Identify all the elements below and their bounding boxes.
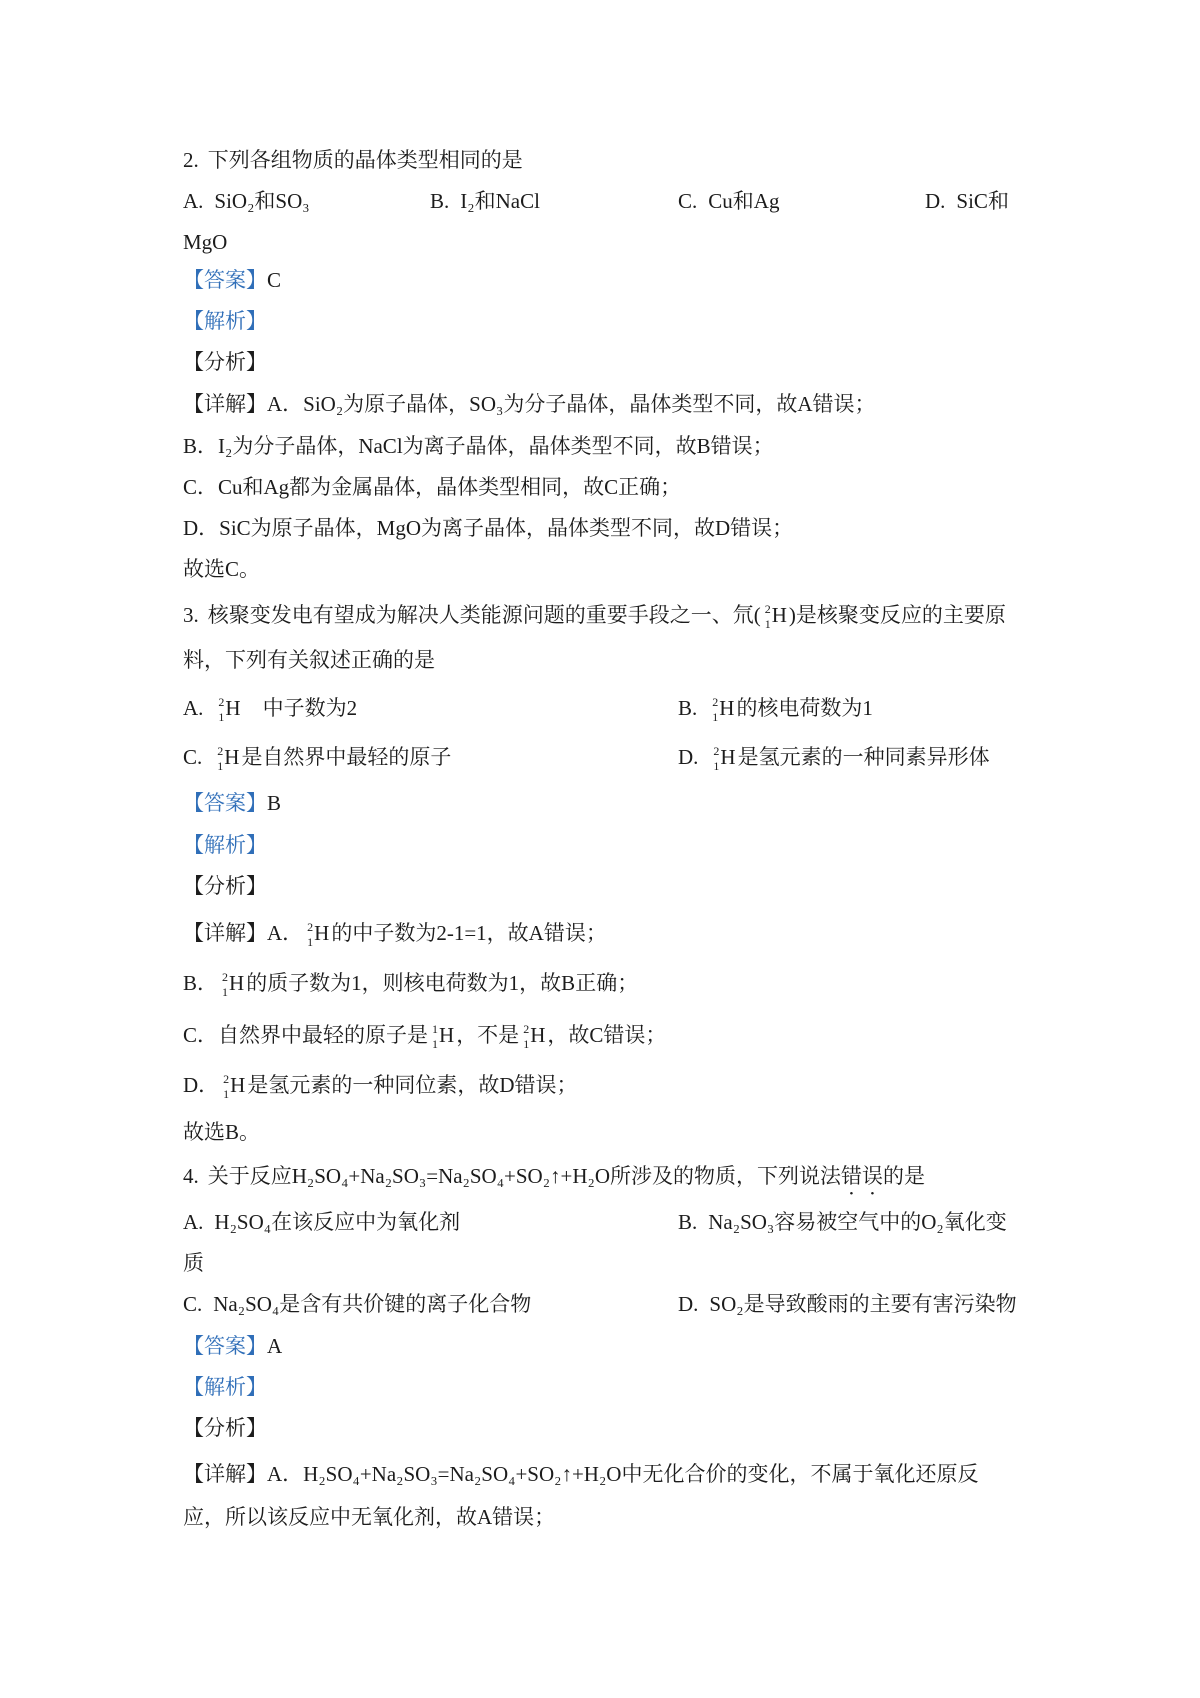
option-text: MgO <box>183 230 228 254</box>
detail-text: 应，所以该反应中无氧化剂，故A错误； <box>183 1505 556 1529</box>
q4-option-a <box>183 1207 460 1237</box>
detail-text: C．自然界中最轻的原子是 <box>183 1023 429 1047</box>
q3-detail-line <box>183 1070 578 1100</box>
q4-analysis-heading <box>183 1372 267 1402</box>
option-label: C. <box>183 1292 203 1316</box>
detail-text: A．SiO₂为原子晶体，SO₃为分子晶体，晶体类型不同，故A错误； <box>267 392 876 416</box>
mass-number: 2 <box>222 970 229 984</box>
mass-number: 2 <box>764 602 771 616</box>
detail-label: 【详解】 <box>183 921 267 945</box>
option-text: 的核电荷数为1 <box>736 696 873 720</box>
mass-number: 2 <box>712 695 719 709</box>
option-label: A. <box>183 189 204 213</box>
q3-conclusion <box>183 1117 260 1147</box>
fenxi-label: 【分析】 <box>183 874 267 898</box>
detail-text: A．H₂SO₄+Na₂SO₃=Na₂SO₄+SO₂↑+H₂O中无化合价的变化，不属于氧化还原反 <box>267 1462 979 1486</box>
mass-number: 2 <box>223 1072 230 1086</box>
option-label: D. <box>925 189 946 213</box>
atomic-number: 1 <box>218 710 225 724</box>
option-label: B. <box>678 1210 698 1234</box>
q3-fenxi-heading <box>183 871 267 901</box>
q2-detail-line <box>183 472 681 502</box>
atomic-number: 1 <box>307 935 314 949</box>
stem-text: 关于反应H₂SO₄+Na₂SO₃=Na₂SO₄+SO₂↑+H₂O所涉及的物质，下列说法 <box>207 1164 842 1188</box>
question-number: 3. <box>183 603 199 627</box>
option-label: B. <box>430 189 450 213</box>
q4-detail-line <box>183 1459 978 1489</box>
nuclide-deuterium <box>220 968 244 998</box>
q4-option-b-continued <box>183 1248 204 1278</box>
nuclide-deuterium <box>763 600 787 630</box>
emphasized-text: 错误 <box>841 1164 884 1188</box>
nuclide-deuterium <box>521 1020 545 1050</box>
element-symbol: H <box>314 921 330 945</box>
option-text: 质 <box>183 1251 204 1275</box>
answer-label: 【答案】 <box>183 1334 267 1358</box>
stem-text: 下列各组物质的晶体类型相同的是 <box>207 148 523 172</box>
q4-option-c <box>183 1289 531 1319</box>
option-label: D. <box>678 1292 699 1316</box>
fenxi-label: 【分析】 <box>183 1416 267 1440</box>
atomic-number: 1 <box>223 1087 230 1101</box>
q2-option-d <box>925 186 1009 216</box>
q4-option-d <box>678 1289 1017 1319</box>
q3-option-d <box>678 742 990 772</box>
q3-option-b <box>678 693 873 723</box>
atomic-number: 1 <box>764 617 771 631</box>
q2-stem <box>183 145 523 175</box>
detail-label: 【详解】 <box>183 1462 267 1486</box>
q2-conclusion <box>183 554 260 584</box>
fenxi-label: 【分析】 <box>183 350 267 374</box>
option-label: C. <box>678 189 698 213</box>
q2-fenxi-heading <box>183 347 267 377</box>
question-number: 4. <box>183 1164 199 1188</box>
nuclide-deuterium <box>710 693 734 723</box>
detail-text: 的质子数为1，则核电荷数为1，故B正确； <box>246 971 639 995</box>
detail-text: B． <box>183 971 219 995</box>
option-text: 是自然界中最轻的原子 <box>241 745 452 769</box>
answer-value: A <box>267 1334 283 1358</box>
option-label: A. <box>183 696 204 720</box>
question-number: 2. <box>183 148 199 172</box>
detail-text: D．SiC为原子晶体，MgO为离子晶体，晶体类型不同，故D错误； <box>183 516 794 540</box>
mass-number: 2 <box>307 920 314 934</box>
option-text: I₂和NaCl <box>460 189 540 213</box>
nuclide-deuterium <box>711 742 735 772</box>
q2-answer <box>183 265 281 295</box>
q2-option-d-continued <box>183 227 227 257</box>
q2-analysis-heading <box>183 306 267 336</box>
detail-text: 的中子数为2-1=1，故A错误； <box>331 921 607 945</box>
atomic-number: 1 <box>523 1037 530 1051</box>
element-symbol: H <box>719 696 735 720</box>
element-symbol: H <box>224 745 240 769</box>
q3-option-c <box>183 742 451 772</box>
q2-option-a <box>183 186 310 216</box>
element-symbol: H <box>439 1023 455 1047</box>
stem-text: 的是 <box>883 1164 926 1188</box>
atomic-number: 1 <box>222 985 229 999</box>
atomic-number: 1 <box>712 710 719 724</box>
element-symbol: H <box>771 603 787 627</box>
q3-stem-continued <box>183 645 435 675</box>
detail-text: ，故C错误； <box>547 1023 667 1047</box>
element-symbol: H <box>225 696 241 720</box>
detail-text: A． <box>267 921 304 945</box>
detail-text: D． <box>183 1073 220 1097</box>
option-text: Na₂SO₃容易被空气中的O₂氧化变 <box>708 1210 1007 1234</box>
conclusion-text: 故选B。 <box>183 1120 261 1144</box>
mass-number: 2 <box>713 744 720 758</box>
q3-option-a <box>183 693 357 723</box>
nuclide-protium <box>430 1020 454 1050</box>
q3-detail-line <box>183 1020 666 1050</box>
mass-number: 2 <box>218 695 225 709</box>
option-text: 是氢元素的一种同素异形体 <box>737 745 990 769</box>
q2-detail-line <box>183 513 793 543</box>
q4-detail-line <box>183 1502 555 1532</box>
q3-detail-line <box>183 918 607 948</box>
q2-option-c <box>678 186 779 216</box>
detail-text: ，不是 <box>456 1023 520 1047</box>
stem-text: 核聚变发电有望成为解决人类能源问题的重要手段之一、氘( <box>207 603 761 627</box>
q4-stem <box>183 1161 925 1191</box>
answer-label: 【答案】 <box>183 268 267 292</box>
stem-text: 料，下列有关叙述正确的是 <box>183 648 435 672</box>
stem-text: )是核聚变反应的主要原 <box>788 603 1006 627</box>
mass-number: 2 <box>217 744 224 758</box>
answer-value: C <box>267 268 282 292</box>
conclusion-text: 故选C。 <box>183 557 261 581</box>
answer-value: B <box>267 791 282 815</box>
element-symbol: H <box>720 745 736 769</box>
nuclide-deuterium <box>216 693 240 723</box>
element-symbol: H <box>229 971 245 995</box>
nuclide-deuterium <box>221 1070 245 1100</box>
option-text: SiC和 <box>956 189 1009 213</box>
q2-option-b <box>430 186 540 216</box>
element-symbol: H <box>530 1023 546 1047</box>
option-label: C. <box>183 745 203 769</box>
q3-detail-line <box>183 968 638 998</box>
option-text: H₂SO₄在该反应中为氧化剂 <box>214 1210 461 1234</box>
q4-option-b <box>678 1207 1007 1237</box>
option-label: A. <box>183 1210 204 1234</box>
atomic-number: 1 <box>713 759 720 773</box>
option-text: SO₂是导致酸雨的主要有害污染物 <box>709 1292 1017 1316</box>
q2-detail-line <box>183 431 774 461</box>
atomic-number: 1 <box>432 1037 439 1051</box>
q4-fenxi-heading <box>183 1413 267 1443</box>
element-symbol: H <box>230 1073 246 1097</box>
detail-label: 【详解】 <box>183 392 267 416</box>
mass-number: 1 <box>432 1022 439 1036</box>
analysis-label: 【解析】 <box>183 1375 267 1399</box>
mass-number: 2 <box>523 1022 530 1036</box>
q3-analysis-heading <box>183 830 267 860</box>
q4-answer <box>183 1331 282 1361</box>
analysis-label: 【解析】 <box>183 309 267 333</box>
nuclide-deuterium <box>305 918 329 948</box>
option-text: Cu和Ag <box>708 189 780 213</box>
detail-text: B．I₂为分子晶体，NaCl为离子晶体，晶体类型不同，故B错误； <box>183 434 774 458</box>
option-text: 中子数为2 <box>262 696 358 720</box>
atomic-number: 1 <box>217 759 224 773</box>
detail-text: C．Cu和Ag都为金属晶体，晶体类型相同，故C正确； <box>183 475 682 499</box>
q3-answer <box>183 788 281 818</box>
option-label: D. <box>678 745 699 769</box>
option-text: SiO₂和SO₃ <box>214 189 310 213</box>
option-label: B. <box>678 696 698 720</box>
detail-text: 是氢元素的一种同位素，故D错误； <box>247 1073 578 1097</box>
q2-detail-line <box>183 389 876 419</box>
nuclide-deuterium <box>215 742 239 772</box>
answer-label: 【答案】 <box>183 791 267 815</box>
q3-stem <box>183 600 1006 630</box>
analysis-label: 【解析】 <box>183 833 267 857</box>
option-text: Na₂SO₄是含有共价键的离子化合物 <box>213 1292 532 1316</box>
